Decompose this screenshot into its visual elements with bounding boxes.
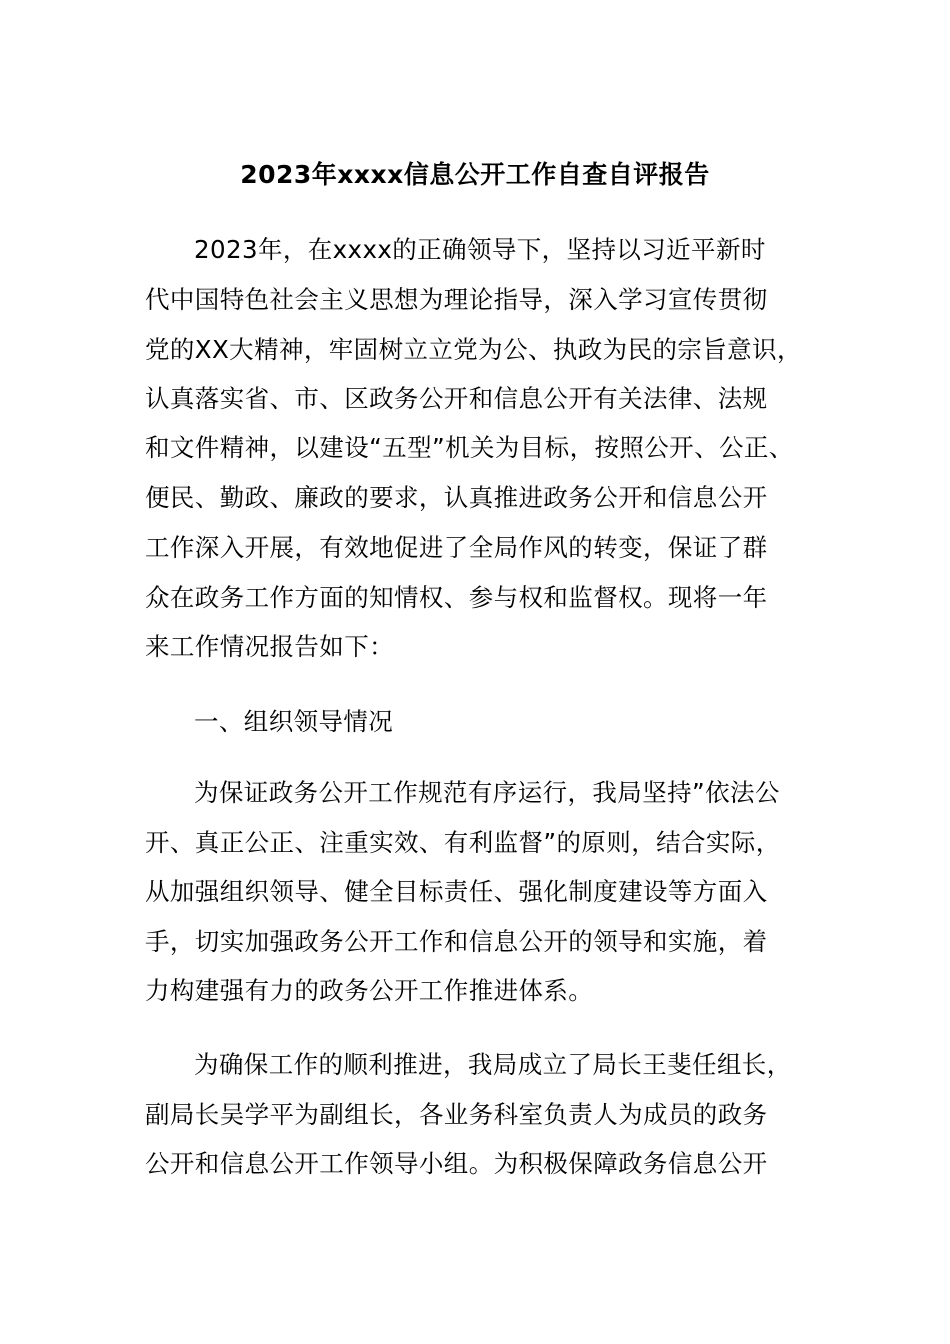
paragraph-3-line: 副局长吴学平为副组长，各业务科室负责人为成员的政务	[145, 1100, 768, 1129]
paragraph-1-line: 便民、勤政、廉政的要求，认真推进政务公开和信息公开	[145, 483, 768, 512]
paragraph-2-line: 力构建强有力的政务公开工作推进体系。	[145, 976, 594, 1005]
paragraph-3-line: 为确保工作的顺利推进，我局成立了局长王斐任组长，	[194, 1050, 792, 1079]
paragraph-1-line: 代中国特色社会主义思想为理论指导，深入学习宣传贯彻	[145, 285, 768, 314]
paragraph-1-line: 众在政务工作方面的知情权、参与权和监督权。现将一年	[145, 583, 768, 612]
paragraph-2-line: 手，切实加强政务公开工作和信息公开的领导和实施，着	[145, 927, 768, 956]
paragraph-2-line: 为保证政务公开工作规范有序运行，我局坚持”依法公	[194, 778, 780, 807]
paragraph-1-line: 党的XX大精神，牢固树立立党为公、执政为民的宗旨意识，	[145, 335, 802, 364]
paragraph-1-line: 和文件精神，以建设“五型”机关为目标，按照公开、公正、	[145, 433, 794, 462]
paragraph-1-line: 工作深入开展，有效地促进了全局作风的转变，保证了群	[145, 533, 768, 562]
paragraph-2-line: 开、真正公正、注重实效、有利监督”的原则，结合实际，	[145, 828, 781, 857]
paragraph-2-line: 从加强组织领导、健全目标责任、强化制度建设等方面入	[145, 877, 768, 906]
paragraph-1-line: 来工作情况报告如下：	[145, 632, 394, 661]
paragraph-1-line: 认真落实省、市、区政务公开和信息公开有关法律、法规	[145, 384, 768, 413]
section-heading: 一、组织领导情况	[194, 707, 394, 736]
paragraph-1-line: 2023年，在xxxx的正确领导下，坚持以习近平新时	[194, 235, 766, 264]
document-title: 2023年xxxx信息公开工作自查自评报告	[240, 160, 710, 189]
paragraph-3-line: 公开和信息公开工作领导小组。为积极保障政务信息公开	[145, 1149, 768, 1178]
